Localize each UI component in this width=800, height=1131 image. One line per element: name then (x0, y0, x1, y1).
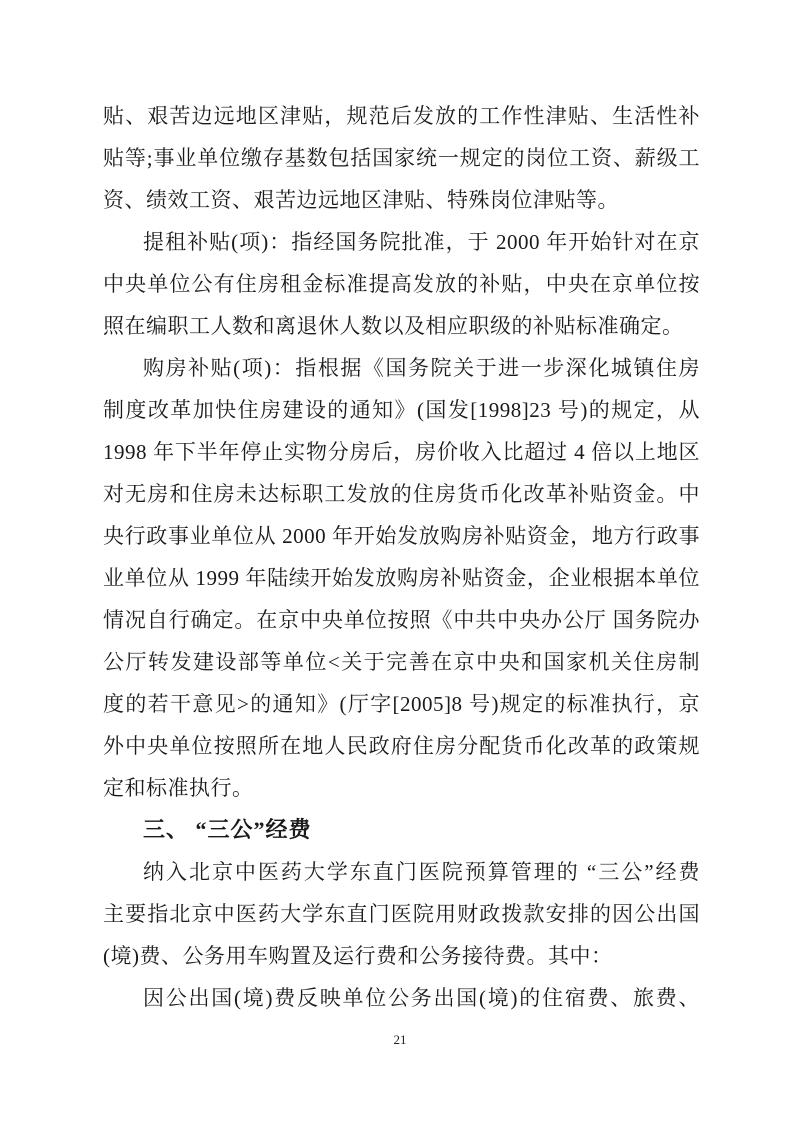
text-line: 1998 年下半年停止实物分房后，房价收入比超过 4 倍以上地区 (103, 440, 700, 464)
text-line: 对无房和住房未达标职工发放的住房货币化改革补贴资金。中 (103, 482, 700, 506)
text-line: 提租补贴(项)：指经国务院批准，于 2000 年开始针对在京 (143, 230, 700, 254)
document-body (103, 95, 700, 1019)
text-line: 业单位从 1999 年陆续开始发放购房补贴资金，企业根据本单位 (103, 566, 700, 590)
text-lines (103, 95, 700, 1019)
text-line: 制度改革加快住房建设的通知》(国发[1998]23 号)的规定，从 (103, 398, 700, 422)
text-line: 照在编职工人数和离退休人数以及相应职级的补贴标准确定。 (103, 314, 684, 338)
text-line: (境)费、公务用车购置及运行费和公务接待费。其中： (103, 944, 613, 968)
section-heading: 三、 “三公”经费 (143, 817, 312, 842)
text-line: 主要指北京中医药大学东直门医院用财政拨款安排的因公出国 (103, 902, 700, 926)
text-line: 贴等;事业单位缴存基数包括国家统一规定的岗位工资、薪级工 (103, 146, 700, 170)
text-line: 贴、艰苦边远地区津贴，规范后发放的工作性津贴、生活性补 (103, 104, 700, 128)
text-line: 情况自行确定。在京中央单位按照《中共中央办公厅 国务院办 (103, 608, 700, 632)
text-line: 公厅转发建设部等单位<关于完善在京中央和国家机关住房制 (103, 650, 700, 674)
text-line: 纳入北京中医药大学东直门医院预算管理的 “三公”经费 (143, 860, 700, 884)
text-line: 定和标准执行。 (103, 776, 254, 800)
text-line: 购房补贴(项)：指根据《国务院关于进一步深化城镇住房 (143, 356, 700, 380)
text-line: 度的若干意见>的通知》(厅字[2005]8 号)规定的标准执行，京 (103, 692, 700, 716)
text-line: 央行政事业单位从 2000 年开始发放购房补贴资金，地方行政事 (103, 524, 700, 548)
text-line: 外中央单位按照所在地人民政府住房分配货币化改革的政策规 (103, 734, 700, 758)
page-number: 21 (393, 1032, 407, 1047)
text-line: 资、绩效工资、艰苦边远地区津贴、特殊岗位津贴等。 (103, 188, 619, 212)
text-line: 因公出国(境)费反映单位公务出国(境)的住宿费、旅费、 (143, 986, 700, 1010)
text-line: 中央单位公有住房租金标准提高发放的补贴，中央在京单位按 (103, 272, 700, 296)
